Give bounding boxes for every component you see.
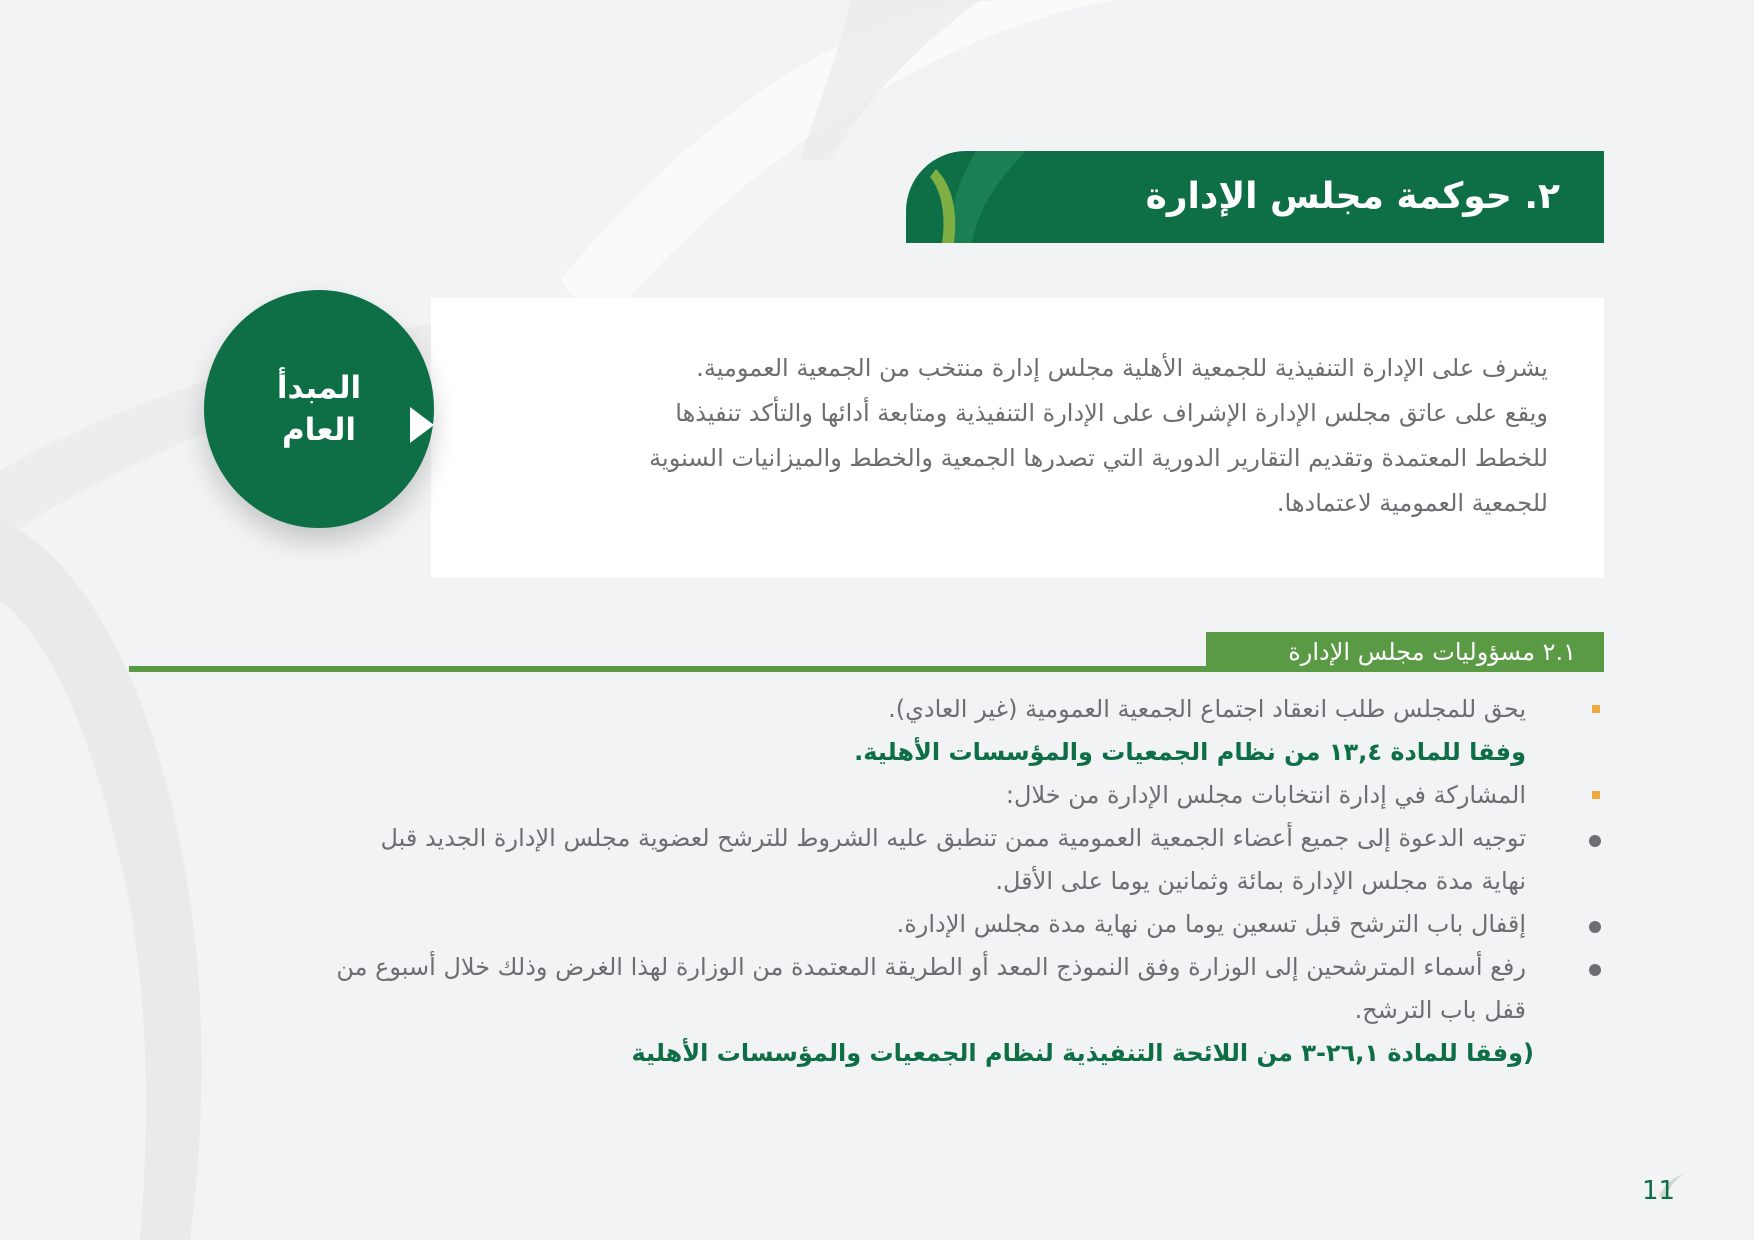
principle-line: يشرف على الإدارة التنفيذية للجمعية الأهلية مجلس إدارة منتخب من الجمعية العمومية. [696, 354, 1548, 382]
sub-list-item-continuation [110, 860, 1526, 903]
list-item-text: يحق للمجلس طلب انعقاد اجتماع الجمعية العمومية (غير العادي). [888, 695, 1526, 723]
list-item [110, 688, 1526, 731]
subsection-divider [129, 666, 1209, 672]
sub-list-item [110, 903, 1526, 946]
subsection-title: ٢.١ مسؤوليات مجلس الإدارة [1288, 638, 1576, 666]
sub-list-item-text: توجيه الدعوة إلى جميع أعضاء الجمعية العمومية ممن تنطبق عليه الشروط للترشح لعضوية مجلس الإدارة الجديد قبل [380, 824, 1526, 852]
principle-text [483, 346, 1548, 526]
legal-reference-text: وفقا للمادة ١٣,٤ من نظام الجمعيات والمؤسسات الأهلية. [854, 738, 1526, 766]
general-principle-badge [204, 290, 434, 528]
legal-reference [110, 1032, 1534, 1075]
principle-line: للخطط المعتمدة وتقديم التقارير الدورية التي تصدرها الجمعية والخطط والميزانيات السنوية [649, 444, 1548, 472]
square-bullet-icon [1588, 774, 1602, 817]
list-item-text: المشاركة في إدارة انتخابات مجلس الإدارة من خلال: [1005, 781, 1526, 809]
legal-reference-text: (وفقا للمادة ٢٦,١-٣ من اللائحة التنفيذية لنظام الجمعيات والمؤسسات الأهلية [631, 1039, 1534, 1067]
list-item [110, 774, 1526, 817]
principle-box [431, 298, 1604, 578]
sub-list-item-text: رفع أسماء المترشحين إلى الوزارة وفق النموذج المعد أو الطريقة المعتمدة من الوزارة لهذا الغرض وذلك خلال أسبوع من [336, 953, 1526, 981]
badge-pointer [410, 407, 434, 443]
sub-list-item-continuation [110, 989, 1526, 1032]
legal-reference [110, 731, 1526, 774]
subsection-header [1206, 632, 1604, 672]
principle-line: ويقع على عاتق مجلس الإدارة الإشراف على الإدارة التنفيذية ومتابعة أدائها والتأكد تنفيذها [675, 399, 1548, 427]
page-title: ٢. حوكمة مجلس الإدارة [1145, 176, 1560, 217]
dot-bullet-icon [1588, 817, 1602, 860]
dot-bullet-icon [1588, 946, 1602, 989]
section-header-banner [906, 151, 1604, 243]
sub-list-item [110, 946, 1526, 989]
sub-list-item-text: إقفال باب الترشح قبل تسعين يوما من نهاية مدة مجلس الإدارة. [896, 910, 1526, 938]
page-number: 11 [1642, 1176, 1676, 1206]
sub-list-item [110, 817, 1526, 860]
badge-label-line1: المبدأ [276, 370, 362, 406]
badge-label-line2: العام [281, 412, 357, 448]
sub-list-item-text: قفل باب الترشح. [1354, 996, 1526, 1024]
principle-line: للجمعية العمومية لاعتمادها. [1276, 489, 1548, 517]
leaf-decoration-icon [906, 151, 1046, 243]
dot-bullet-icon [1588, 903, 1602, 946]
square-bullet-icon [1588, 688, 1602, 731]
responsibilities-list [110, 688, 1534, 1075]
sub-list-item-text: نهاية مدة مجلس الإدارة بمائة وثمانين يوما على الأقل. [995, 867, 1526, 895]
